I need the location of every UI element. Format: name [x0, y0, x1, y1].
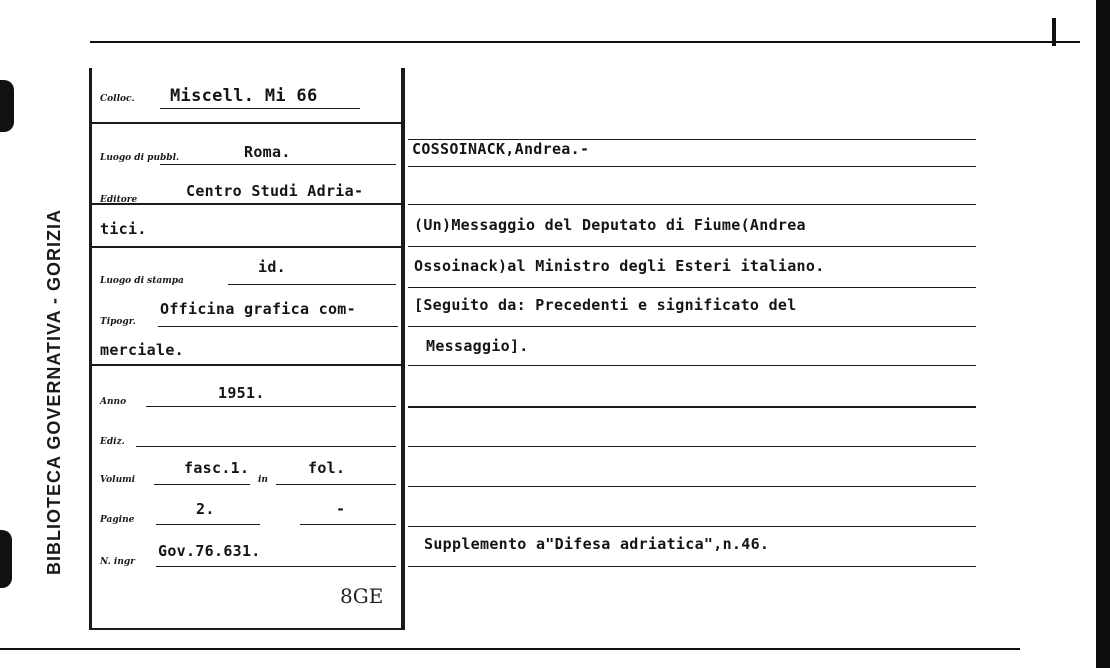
entry-note: Supplemento a"Difesa adriatica",n.46. — [424, 535, 770, 553]
handwritten-note: 8GE — [340, 584, 384, 608]
ul-editore — [158, 204, 398, 205]
value-luogo-pubbl: Roma. — [244, 143, 291, 161]
value-pagine-extra: - — [336, 500, 346, 518]
ul-colloc — [160, 108, 360, 109]
value-pagine: 2. — [196, 500, 215, 518]
ul-tipogr-1 — [158, 326, 398, 327]
ul-pagine-2 — [300, 524, 396, 525]
rule-bottom-left — [92, 628, 401, 630]
value-collocazione: Miscell. Mi 66 — [170, 86, 318, 106]
left-hole-top — [0, 80, 14, 132]
label-luogo-pubbl: Luogo di pubbl. — [100, 153, 180, 163]
rule-right-5 — [408, 287, 976, 288]
entry-title-line-2: Ossoinack)al Ministro degli Esteri italiano. — [414, 257, 825, 275]
value-tipografia-1: Officina grafica com- — [160, 300, 356, 318]
rule-right-4 — [408, 246, 976, 247]
library-name: BIBLIOTECA GOVERNATIVA - GORIZIA — [44, 209, 64, 575]
value-volumi: fasc.1. — [184, 459, 250, 477]
entry-title-line-3: [Seguito da: Precedenti e significato del — [414, 296, 797, 314]
bottom-scan-edge — [0, 648, 1020, 650]
rule-right-6 — [408, 326, 976, 327]
ul-ningr — [156, 566, 396, 567]
rule-right-7 — [408, 365, 976, 366]
label-volumi: Volumi — [100, 475, 136, 485]
label-anno: Anno — [100, 397, 127, 407]
top-scan-edge — [90, 41, 1080, 43]
label-pagine: Pagine — [100, 515, 135, 525]
ul-pagine-1 — [156, 524, 260, 525]
value-formato: fol. — [308, 459, 346, 477]
value-n-ingresso: Gov.76.631. — [158, 542, 261, 560]
right-dark-strip — [1096, 0, 1110, 668]
left-hole-bottom — [0, 530, 12, 588]
rule-right-3 — [408, 204, 976, 205]
label-edizione: Ediz. — [100, 437, 125, 447]
entry-title-line-1: (Un)Messaggio del Deputato di Fiume(Andrea — [414, 216, 806, 234]
ul-stampa — [228, 284, 396, 285]
ul-volumi-1 — [154, 484, 250, 485]
card-left-border — [89, 68, 92, 630]
right-scan-edge — [1052, 18, 1056, 46]
value-anno: 1951. — [218, 384, 265, 402]
label-collocazione: Colloc. — [100, 94, 135, 104]
ul-tipogr-2 — [96, 364, 396, 365]
label-editore: Editore — [100, 195, 138, 205]
rule-editore — [92, 246, 401, 248]
value-luogo-stampa: id. — [258, 258, 286, 276]
label-luogo-stampa: Luogo di stampa — [100, 276, 184, 286]
label-in: in — [258, 475, 268, 485]
value-editore-2: tici. — [100, 220, 147, 238]
entry-author: COSSOINACK,Andrea.- — [412, 140, 590, 158]
value-editore-1: Centro Studi Adria- — [186, 182, 364, 200]
ul-anno — [146, 406, 396, 407]
ul-volumi-2 — [276, 484, 396, 485]
entry-title-line-4: Messaggio]. — [426, 337, 529, 355]
rule-right-8 — [408, 406, 976, 408]
ul-luogo — [160, 164, 396, 165]
rule-colloc — [92, 122, 401, 124]
ul-ediz — [136, 446, 396, 447]
column-divider — [401, 68, 405, 630]
rule-right-9 — [408, 446, 976, 447]
rule-right-10 — [408, 486, 976, 487]
rule-right-11 — [408, 526, 976, 527]
rule-right-2 — [408, 166, 976, 167]
value-tipografia-2: merciale. — [100, 341, 184, 359]
label-tipografia: Tipogr. — [100, 317, 136, 327]
label-n-ingresso: N. ingr — [100, 557, 135, 567]
rule-right-12 — [408, 566, 976, 567]
